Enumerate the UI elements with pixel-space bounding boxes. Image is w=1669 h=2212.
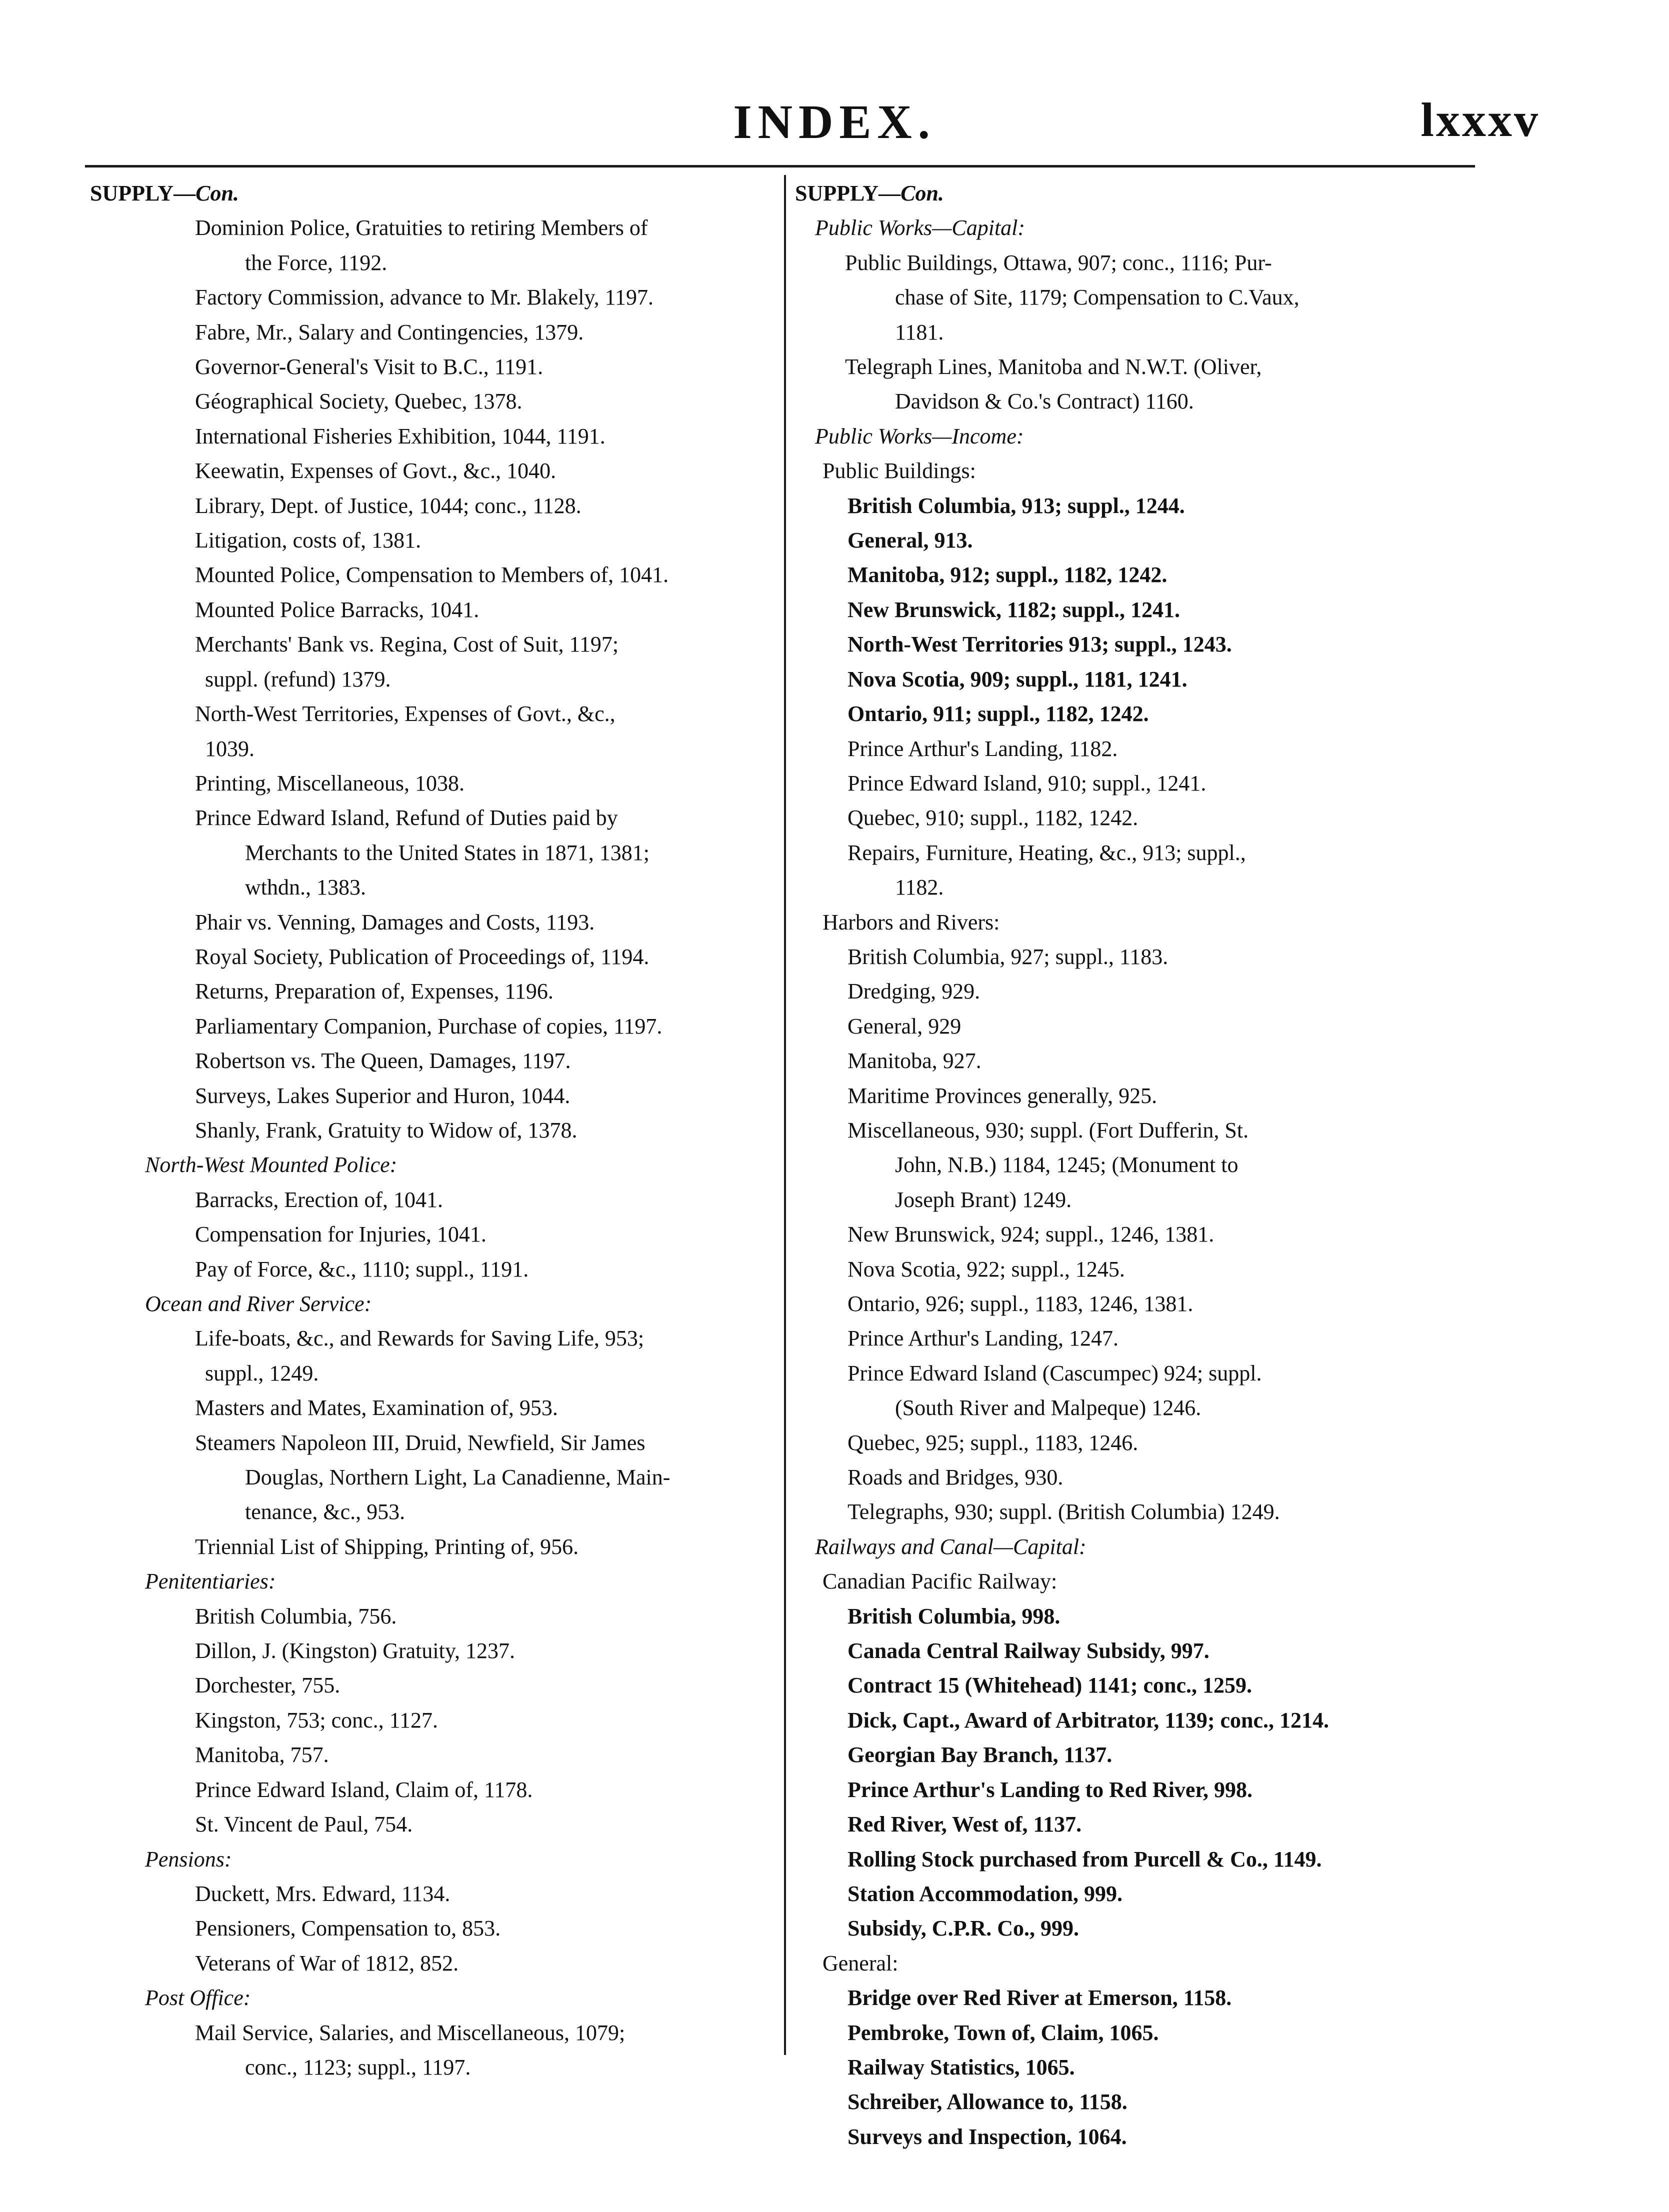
index-entry: Keewatin, Expenses of Govt., &c., 1040.: [195, 458, 556, 484]
header-rule: [85, 165, 1475, 168]
index-entry: Dredging, 929.: [848, 979, 980, 1004]
index-entry: Canada Central Railway Subsidy, 997.: [848, 1638, 1210, 1664]
index-entry: Duckett, Mrs. Edward, 1134.: [195, 1881, 450, 1906]
index-entry: Prince Edward Island, 910; suppl., 1241.: [848, 770, 1206, 796]
index-entry: Quebec, 910; suppl., 1182, 1242.: [848, 806, 1138, 830]
index-entry: Shanly, Frank, Gratuity to Widow of, 1378.: [195, 1118, 578, 1142]
section-head-text: SUPPLY—: [90, 181, 196, 206]
subheading-nwmp: North-West Mounted Police:: [145, 1152, 398, 1178]
index-entry: St. Vincent de Paul, 754.: [195, 1812, 413, 1837]
index-entry-cont: tenance, &c., 953.: [245, 1500, 406, 1524]
index-entry: Mail Service, Salaries, and Miscellaneous, 1079;: [195, 2020, 626, 2045]
group-heading-harbors: Harbors and Rivers:: [822, 910, 1000, 934]
left-column: [90, 176, 778, 2084]
index-entry: Robertson vs. The Queen, Damages, 1197.: [195, 1048, 571, 1074]
index-entry: Public Buildings, Ottawa, 907; conc., 1116; Pur-: [845, 250, 1272, 275]
index-entry: Phair vs. Venning, Damages and Costs, 1193.: [195, 910, 595, 934]
index-entry: Rolling Stock purchased from Purcell & Co., 1149.: [848, 1846, 1322, 1872]
index-entry: Roads and Bridges, 930.: [848, 1465, 1064, 1490]
index-entry: Dillon, J. (Kingston) Gratuity, 1237.: [195, 1638, 515, 1664]
index-entry: Royal Society, Publication of Proceedings of, 1194.: [195, 944, 650, 969]
index-entry: Library, Dept. of Justice, 1044; conc., 1128.: [195, 493, 582, 518]
index-entry: Dick, Capt., Award of Arbitrator, 1139; conc., 1214.: [848, 1708, 1330, 1732]
index-entry: Steamers Napoleon III, Druid, Newfield, Sir James: [195, 1430, 646, 1455]
index-entry: Surveys and Inspection, 1064.: [848, 2124, 1127, 2149]
index-entry: New Brunswick, 924; suppl., 1246, 1381.: [848, 1222, 1214, 1247]
group-heading-cpr: Canadian Pacific Railway:: [822, 1569, 1058, 1594]
index-entry: Prince Arthur's Landing, 1182.: [848, 736, 1118, 761]
index-entry: Prince Edward Island, Refund of Duties paid by: [195, 806, 618, 830]
index-entry: Returns, Preparation of, Expenses, 1196.: [195, 979, 554, 1004]
index-entry-cont: Merchants to the United States in 1871, 1381;: [245, 840, 650, 865]
index-entry: Prince Arthur's Landing to Red River, 998.: [848, 1777, 1252, 1802]
subheading-pw-capital: Public Works—Capital:: [815, 216, 1026, 240]
index-entry: Barracks, Erection of, 1041.: [195, 1187, 444, 1212]
index-entry: Ontario, 911; suppl., 1182, 1242.: [848, 702, 1149, 726]
index-entry: Mounted Police Barracks, 1041.: [195, 597, 480, 622]
index-entry-cont: 1039.: [205, 736, 254, 761]
index-entry: Compensation for Injuries, 1041.: [195, 1222, 486, 1247]
index-entry-cont: 1181.: [895, 320, 944, 344]
index-entry: Factory Commission, advance to Mr. Blakely, 1197.: [195, 285, 654, 310]
index-entry: Kingston, 753; conc., 1127.: [195, 1708, 438, 1732]
index-entry-cont: Joseph Brant) 1249.: [895, 1187, 1072, 1212]
index-entry-cont: Douglas, Northern Light, La Canadienne, Main-: [245, 1465, 670, 1490]
index-entry: Miscellaneous, 930; suppl. (Fort Dufferin, St.: [848, 1118, 1249, 1142]
index-entry: British Columbia, 927; suppl., 1183.: [848, 944, 1168, 969]
subheading-ocean: Ocean and River Service:: [145, 1292, 372, 1316]
index-entry: Red River, West of, 1137.: [848, 1812, 1082, 1837]
page-title: INDEX.: [733, 95, 936, 148]
index-entry: Pembroke, Town of, Claim, 1065.: [848, 2020, 1159, 2045]
section-head-text: SUPPLY—: [795, 181, 901, 206]
index-entry: Prince Edward Island (Cascumpec) 924; suppl.: [848, 1360, 1262, 1386]
index-entry-cont: Davidson & Co.'s Contract) 1160.: [895, 389, 1194, 414]
index-entry: Surveys, Lakes Superior and Huron, 1044.: [195, 1083, 570, 1108]
index-entry: Telegraphs, 930; suppl. (British Columbia) 1249.: [848, 1500, 1280, 1524]
subheading-post-office: Post Office:: [145, 1986, 251, 2010]
index-entry: Masters and Mates, Examination of, 953.: [195, 1396, 558, 1420]
index-entry: North-West Territories, Expenses of Govt., &c.,: [195, 702, 616, 726]
index-entry: Manitoba, 927.: [848, 1048, 982, 1074]
index-entry: Nova Scotia, 922; suppl., 1245.: [848, 1256, 1125, 1282]
index-entry: North-West Territories 913; suppl., 1243.: [848, 632, 1232, 657]
index-entry: Station Accommodation, 999.: [848, 1881, 1122, 1906]
index-entry: Triennial List of Shipping, Printing of, 956.: [195, 1534, 579, 1559]
index-entry: Repairs, Furniture, Heating, &c., 913; suppl.,: [848, 840, 1246, 865]
index-entry: Veterans of War of 1812, 852.: [195, 1950, 459, 1976]
index-entry: Subsidy, C.P.R. Co., 999.: [848, 1916, 1079, 1941]
index-entry-cont: (South River and Malpeque) 1246.: [895, 1396, 1202, 1420]
index-entry-cont: John, N.B.) 1184, 1245; (Monument to: [895, 1152, 1238, 1178]
index-entry: Maritime Provinces generally, 925.: [848, 1083, 1158, 1108]
index-entry: Bridge over Red River at Emerson, 1158.: [848, 1986, 1232, 2010]
index-entry: Schreiber, Allowance to, 1158.: [848, 2090, 1128, 2114]
index-entry: Parliamentary Companion, Purchase of copies, 1197.: [195, 1014, 662, 1038]
index-entry: Telegraph Lines, Manitoba and N.W.T. (Oliver,: [845, 354, 1262, 380]
index-entry: British Columbia, 998.: [848, 1604, 1060, 1628]
subheading-pw-income: Public Works—Income:: [815, 424, 1024, 448]
index-entry: Manitoba, 912; suppl., 1182, 1242.: [848, 562, 1168, 588]
index-entry: New Brunswick, 1182; suppl., 1241.: [848, 597, 1180, 622]
index-entry: Governor-General's Visit to B.C., 1191.: [195, 354, 544, 380]
index-entry: Dorchester, 755.: [195, 1673, 340, 1698]
index-entry: Litigation, costs of, 1381.: [195, 528, 422, 553]
section-heading: [795, 176, 1480, 210]
group-heading-public-buildings: Public Buildings:: [822, 458, 976, 484]
index-entry: International Fisheries Exhibition, 1044, 1191.: [195, 424, 606, 448]
index-entry: Mounted Police, Compensation to Members of, 1041.: [195, 562, 669, 588]
index-entry: Nova Scotia, 909; suppl., 1181, 1241.: [848, 666, 1188, 692]
subheading-pensions: Pensions:: [145, 1846, 232, 1872]
index-entry: Railway Statistics, 1065.: [848, 2054, 1075, 2080]
index-entry: Prince Arthur's Landing, 1247.: [848, 1326, 1118, 1351]
index-entry-cont: 1182.: [895, 875, 944, 900]
index-entry: Fabre, Mr., Salary and Contingencies, 1379.: [195, 320, 584, 344]
index-entry: Merchants' Bank vs. Regina, Cost of Suit, 1197;: [195, 632, 619, 657]
page-number: lxxxv: [1420, 93, 1540, 146]
index-entry: Géographical Society, Quebec, 1378.: [195, 389, 522, 414]
index-entry-cont: conc., 1123; suppl., 1197.: [245, 2054, 471, 2080]
group-heading-general: General:: [822, 1950, 898, 1976]
index-entry: Prince Edward Island, Claim of, 1178.: [195, 1777, 533, 1802]
section-con-text: Con.: [900, 181, 944, 206]
index-entry-cont: suppl. (refund) 1379.: [205, 666, 391, 692]
index-entry-cont: wthdn., 1383.: [245, 875, 366, 900]
index-entry: General, 913.: [848, 528, 973, 553]
index-entry-cont: chase of Site, 1179; Compensation to C.Vaux,: [895, 285, 1300, 310]
index-entry: Manitoba, 757.: [195, 1742, 329, 1768]
right-column: [795, 176, 1480, 2154]
index-entry: Pensioners, Compensation to, 853.: [195, 1916, 501, 1941]
index-entry-cont: the Force, 1192.: [245, 250, 388, 275]
index-entry-cont: suppl., 1249.: [205, 1360, 319, 1386]
index-entry: Pay of Force, &c., 1110; suppl., 1191.: [195, 1256, 529, 1282]
index-entry: British Columbia, 756.: [195, 1604, 397, 1628]
index-entry: Life-boats, &c., and Rewards for Saving Life, 953;: [195, 1326, 644, 1351]
column-divider: [784, 175, 786, 2055]
subheading-railways: Railways and Canal—Capital:: [815, 1534, 1086, 1559]
section-con-text: Con.: [196, 181, 239, 206]
index-entry: Dominion Police, Gratuities to retiring Members of: [195, 216, 648, 240]
index-entry: Printing, Miscellaneous, 1038.: [195, 770, 464, 796]
index-entry: Contract 15 (Whitehead) 1141; conc., 1259.: [848, 1673, 1252, 1698]
section-heading: [90, 176, 778, 210]
index-entry: Ontario, 926; suppl., 1183, 1246, 1381.: [848, 1292, 1194, 1316]
index-entry: General, 929: [848, 1014, 962, 1038]
index-entry: British Columbia, 913; suppl., 1244.: [848, 493, 1185, 518]
subheading-penitentiaries: Penitentiaries:: [145, 1569, 276, 1594]
index-entry: Georgian Bay Branch, 1137.: [848, 1742, 1112, 1768]
index-entry: Quebec, 925; suppl., 1183, 1246.: [848, 1430, 1138, 1455]
